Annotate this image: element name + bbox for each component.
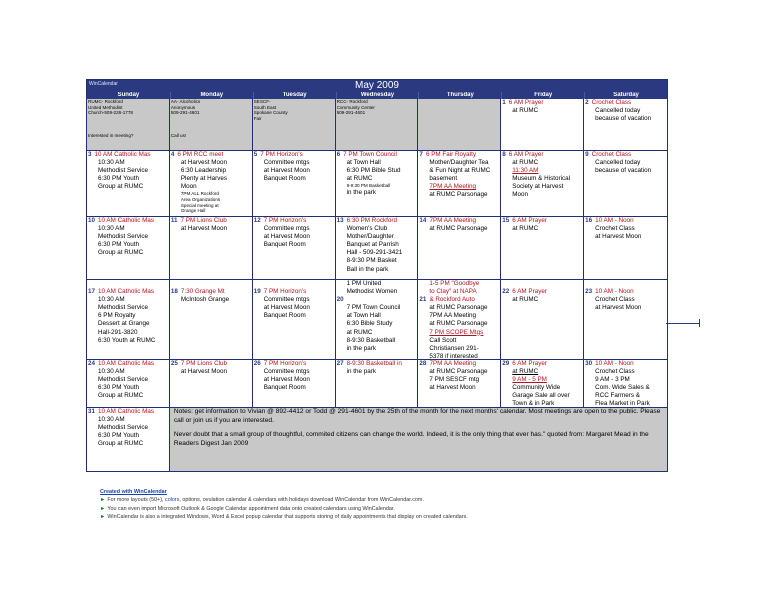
event-line: 8-9:30 Basketball <box>346 336 396 344</box>
event-line: Area Organizations <box>180 197 221 203</box>
event-line: at RUMC Parsonage <box>429 191 488 199</box>
event-line: at Town Hall <box>346 312 381 320</box>
event-line: 509-291-4601 <box>336 110 366 116</box>
event-line: 31 10 AM Catholic Mas <box>88 408 155 415</box>
event-line: RUMC- Rockford <box>88 99 123 104</box>
event-line: 6 7 PM Town Council <box>336 151 397 158</box>
event-line: 10:30 AM <box>98 368 125 376</box>
day-cell-16[interactable] <box>584 217 667 280</box>
event-line: at RUMC Parsonage <box>429 368 488 376</box>
event-line: in the park <box>346 188 376 196</box>
event-line: Crochet Class <box>595 225 635 233</box>
event-line: Committee mtgs <box>263 296 310 304</box>
triangle-bullet-icon: ► <box>100 505 106 512</box>
event-line: at Harvest Moon <box>263 167 310 175</box>
day-cell-23[interactable] <box>584 280 667 360</box>
event-line: Banquet Room <box>263 384 306 392</box>
event-line: Interested in meeting? <box>88 132 134 138</box>
event-line: Cancelled today <box>595 159 641 167</box>
event-line: in the park <box>346 368 376 376</box>
event-line: United Methodist <box>88 104 123 110</box>
day-cell-9[interactable] <box>584 151 667 217</box>
event-line: Call Scott <box>429 336 457 344</box>
triangle-bullet-icon: ► <box>100 497 106 504</box>
event-line: 6 PM Royalty <box>98 312 136 320</box>
event-line: Community Center <box>336 104 375 110</box>
day-cell-3[interactable] <box>87 151 170 217</box>
weekday-saturday: Saturday <box>584 92 667 99</box>
event-line: 5378 if interested <box>429 352 478 360</box>
event-line: 3 10 AM Catholic Mas <box>88 151 151 158</box>
event-line: 17 10 AM Catholic Mas <box>88 288 155 296</box>
event-line <box>502 280 581 288</box>
event-line: 7PM AA Meeting <box>429 312 476 320</box>
day-cell-empty <box>253 99 336 151</box>
event-line: Christiansen 291- <box>429 344 479 352</box>
weekday-wednesday: Wednesday <box>336 92 419 99</box>
event-line: 18 7:30 Grange Mt <box>170 288 225 296</box>
event-line: 13 6:30 PM Rockford <box>336 217 397 224</box>
event-line: at Harvest Moon <box>263 233 310 241</box>
event-line: 1 PM United <box>346 280 382 287</box>
event-line: 11:30 AM <box>512 167 539 175</box>
event-line: Mother/Daughter <box>346 233 394 241</box>
event-line: Women's Club <box>346 225 388 233</box>
event-line: 8-9:30 PM Basket <box>346 257 397 265</box>
event-line: Banquet Room <box>263 175 306 183</box>
event-line: & Fun Night at RUMC <box>429 167 491 175</box>
event-line: Call us! <box>170 132 187 138</box>
event-line: Methodist Service <box>98 376 149 384</box>
event-line: Spokane County <box>253 110 288 116</box>
event-line: 30 10 AM - Noon <box>585 360 634 367</box>
footer-line: ► For more layouts (50+), colors, options, ovulation calendar & calendars with holidays download WinCalendar from WinCalendar.com. <box>100 497 424 504</box>
event-line: Methodist Service <box>98 304 149 312</box>
event-line: 19 7 PM Horizon's <box>253 288 307 296</box>
brand-label: WinCalendar <box>89 81 118 87</box>
day-cell-28[interactable] <box>418 360 501 408</box>
notes-panel <box>170 408 667 471</box>
event-line: 6:30 PM Youth <box>98 432 139 440</box>
event-line: 6:30 PM Bible Stud <box>346 167 401 175</box>
wincalendar-link[interactable]: Created with WinCalendar <box>100 489 167 495</box>
event-line: 2 Crochet Class <box>585 99 632 106</box>
event-line: Moon <box>512 191 529 199</box>
event-line: at RUMC <box>512 296 539 304</box>
day-cell-17[interactable] <box>87 280 170 360</box>
event-line: at Town Hall <box>346 159 381 167</box>
event-line: Group at RUMC <box>98 440 144 448</box>
event-line: Methodist Service <box>98 424 149 432</box>
day-cell-12[interactable] <box>253 217 336 280</box>
event-line: Methodist Service <box>98 167 149 175</box>
event-line: 7PM ALL Rockford <box>180 191 219 197</box>
event-line: 10:30 AM <box>98 416 125 424</box>
weekday-header <box>87 92 667 99</box>
day-cell-27[interactable] <box>336 360 419 408</box>
day-cell-18[interactable] <box>170 280 253 360</box>
event-line: Special meeting at <box>180 202 219 208</box>
event-line: Fair <box>253 115 262 121</box>
weekday-tuesday: Tuesday <box>253 92 336 99</box>
day-cell-1[interactable] <box>501 99 584 151</box>
day-cell-6[interactable] <box>336 151 419 217</box>
event-line: 24 10 AM Catholic Mas <box>88 360 155 367</box>
event-line <box>585 280 665 288</box>
event-line: 7 PM Town Council <box>346 304 401 312</box>
event-line: Committee mtgs <box>263 225 310 233</box>
day-cell-25[interactable] <box>170 360 253 408</box>
event-line: 1 6 AM Prayer <box>502 99 544 106</box>
day-cell-empty <box>418 99 501 151</box>
event-line: 15 6 AM Prayer <box>502 217 547 224</box>
day-cell-24[interactable] <box>87 360 170 408</box>
event-line: 10:30 AM <box>98 159 125 167</box>
event-line: 6:30 PM Youth <box>98 175 139 183</box>
calendar-title-bar <box>87 80 667 92</box>
event-line: Garage Sale all over <box>512 392 570 400</box>
event-line: 26 7 PM Horizon's <box>253 360 307 367</box>
event-line: Crochet Class <box>595 296 635 304</box>
event-line: 5 7 PM Horizon's <box>253 151 303 158</box>
day-cell-13[interactable] <box>336 217 419 280</box>
calendar-grid <box>87 99 667 471</box>
event-line: 6:30 Bible Study <box>346 320 393 328</box>
day-cell-10[interactable] <box>87 217 170 280</box>
event-line: 1-5 PM "Goodbye <box>429 280 480 287</box>
weekday-thursday: Thursday <box>418 92 501 99</box>
weekday-monday: Monday <box>170 92 253 99</box>
event-line: Group at RUMC <box>98 392 144 400</box>
notes-text: Notes: get information to Vivian @ 892-4412 or Todd @ 291-4601 by the 25th of the month for the next months' calendar. Most meetings are open to the public. Please call or join us if you are interested. <box>173 408 661 424</box>
event-line: to Clay" at NAPA <box>429 288 477 296</box>
event-line: 9 Crochet Class <box>585 151 632 158</box>
event-line: at RUMC Parsonage <box>429 320 488 328</box>
event-line: 9 AM - 3 PM <box>595 376 630 384</box>
event-line: 6:30 Youth at RUMC <box>98 336 156 344</box>
event-line: 11 7 PM Lions Club <box>170 217 227 224</box>
event-line: at Harvest Moon <box>429 384 476 392</box>
page-mark <box>666 323 699 324</box>
event-line: Church-509-226-1778 <box>88 110 133 116</box>
day-cell-11[interactable] <box>170 217 253 280</box>
event-line: 16 10 AM - Noon <box>585 217 634 224</box>
event-line: RCC Farmers & <box>595 392 640 400</box>
event-line: SESCF- <box>253 99 271 104</box>
event-line: South East <box>253 104 277 110</box>
event-line: Crochet Class <box>595 368 635 376</box>
day-cell-empty <box>170 99 253 151</box>
event-line: RCC- Rockford <box>336 99 368 104</box>
event-line: 8 6 AM Prayer <box>502 151 544 158</box>
event-line: at RUMC <box>512 159 539 167</box>
event-line: Cancelled today <box>595 107 641 115</box>
triangle-bullet-icon: ► <box>100 514 106 521</box>
event-line: Group at RUMC <box>98 183 144 191</box>
day-cell-4[interactable] <box>170 151 253 217</box>
event-line: at RUMC <box>512 107 539 115</box>
day-cell-2[interactable] <box>584 99 667 151</box>
event-line: Town & in Park <box>512 400 555 408</box>
day-cell-20[interactable] <box>336 280 419 360</box>
calendar <box>86 79 668 472</box>
event-line: 9 AM - 5 PM <box>512 376 547 384</box>
event-line: McIntosh Grange <box>180 296 230 304</box>
event-line: because of vacation <box>595 115 652 123</box>
day-cell-19[interactable] <box>253 280 336 360</box>
event-line: at Harvest Moon <box>595 233 642 241</box>
event-line: 7PM AA Meeting <box>429 183 476 191</box>
day-cell-22[interactable] <box>501 280 584 360</box>
event-line: Banquet Room <box>263 241 306 249</box>
day-cell-8[interactable] <box>501 151 584 217</box>
event-line: at RUMC <box>346 328 373 336</box>
event-line: 28 7PM AA Meeting <box>419 360 476 367</box>
event-line: at Harvest Moon <box>263 304 310 312</box>
event-line: 21 & Rockford Auto <box>419 296 475 304</box>
footer-line: ► You can even import Microsoft Outlook & Google Calendar appointment data onto created calendars using WinCalendar. <box>100 505 395 512</box>
event-line: 6:30 PM Youth <box>98 384 139 392</box>
event-line: at Harvest Moon <box>180 159 228 167</box>
event-line: Mother/Daughter Tea <box>429 159 489 167</box>
event-line: 20 <box>336 296 344 304</box>
event-line: Flea Market in Park <box>595 400 650 408</box>
weekday-friday: Friday <box>501 92 584 99</box>
event-line: 27 8-9:30 Basketball in <box>336 360 402 367</box>
event-line: Grange Hall <box>180 208 206 214</box>
event-line: AA- Alcoholics <box>170 99 201 104</box>
event-line: Com. Wide Sales & <box>595 384 650 392</box>
event-line: Museum & Historical <box>512 175 571 183</box>
event-line: Methodist Women <box>346 288 398 296</box>
event-line: Plenty at Harves <box>180 175 228 183</box>
day-cell-5[interactable] <box>253 151 336 217</box>
event-line: 29 6 AM Prayer <box>502 360 547 367</box>
event-line: Committee mtgs <box>263 368 310 376</box>
event-line: Methodist Service <box>98 233 149 241</box>
day-cell-empty <box>336 99 419 151</box>
event-line: Dessert at Grange <box>98 320 150 328</box>
event-line: Committee mtgs <box>263 159 310 167</box>
day-cell-31[interactable] <box>87 408 170 471</box>
event-line: Anonymous <box>170 104 196 110</box>
day-cell-29[interactable] <box>501 360 584 408</box>
event-line: Moon <box>180 183 197 191</box>
event-line: 14 7PM AA Meeting <box>419 217 476 224</box>
event-line <box>171 280 250 288</box>
event-line: at RUMC <box>512 225 539 233</box>
footer-line: ► WinCalendar is also a integrated Windows, Word & Excel popup calendar that supports storing of daily appointments that display on created calendars. <box>100 514 468 521</box>
event-line: Hall-291-3820 <box>98 328 138 336</box>
day-cell-7[interactable] <box>418 151 501 217</box>
event-line: Banquet Room <box>263 312 306 320</box>
event-line: 23 10 AM - Noon <box>585 288 634 296</box>
weekday-sunday: Sunday <box>117 92 140 98</box>
event-line <box>254 280 333 288</box>
day-cell-21[interactable] <box>418 280 501 360</box>
event-line: Ball in the park <box>346 265 389 273</box>
month-title: May 2009 <box>355 80 399 91</box>
event-line: Community Wide <box>512 384 561 392</box>
day-cell-14[interactable] <box>418 217 501 280</box>
event-line: 7 PM SCOPE Mtgs <box>429 328 484 336</box>
event-line: 7 6 PM Fair Royalty <box>419 151 476 158</box>
day-cell-empty <box>87 99 170 151</box>
event-line: Society at Harvest <box>512 183 564 191</box>
event-line: Banquet at Parrish <box>346 241 399 249</box>
event-line: at RUMC Parsonage <box>429 225 488 233</box>
event-line: Hall - 509-291-3421 <box>346 249 403 257</box>
event-line: at Harvest Moon <box>180 368 228 376</box>
day-cell-30[interactable] <box>584 360 667 408</box>
event-line: 4 6 PM RCC meet <box>170 151 224 158</box>
event-line: 10:30 AM <box>98 225 125 233</box>
event-line: 8-9:30 PM Basketball <box>346 183 391 189</box>
page-mark <box>699 319 700 327</box>
event-line: 6:30 PM Youth <box>98 241 139 249</box>
event-line: at RUMC Parsonage <box>429 304 488 312</box>
event-line <box>88 280 167 288</box>
event-line: 509-291-4601 <box>170 110 200 116</box>
colors-link[interactable]: colors <box>165 497 180 504</box>
event-line: at Harvest Moon <box>595 304 642 312</box>
day-cell-15[interactable] <box>501 217 584 280</box>
quote-text: Never doubt that a small group of thoughtful, commited citizens can change the world. Indeed, it is the only thing that ever has." quoted from: Margaret Mead in the Readers Digest Jan 2009 <box>173 431 649 447</box>
event-line: 22 6 AM Prayer <box>502 288 547 296</box>
event-line: 12 7 PM Horizon's <box>253 217 307 224</box>
event-line: 25 7 PM Lions Club <box>170 360 228 367</box>
footer <box>100 488 660 522</box>
event-line: 10 10 AM Catholic Mas <box>88 217 155 224</box>
event-line: at Harvest Moon <box>263 376 310 384</box>
event-line: at RUMC <box>512 368 539 376</box>
event-line: in the park <box>346 344 376 352</box>
event-line: 10:30 AM <box>98 296 125 304</box>
event-line: 7 PM SESCF mtg <box>429 376 480 384</box>
event-line: at Harvest Moon <box>180 225 228 233</box>
event-line: basement <box>429 175 458 183</box>
event-line: because of vacation <box>595 167 652 175</box>
event-line: Group at RUMC <box>98 249 144 257</box>
event-line: at RUMC <box>346 175 373 183</box>
day-cell-26[interactable] <box>253 360 336 408</box>
event-line: 6:30 Leadership <box>180 167 227 175</box>
